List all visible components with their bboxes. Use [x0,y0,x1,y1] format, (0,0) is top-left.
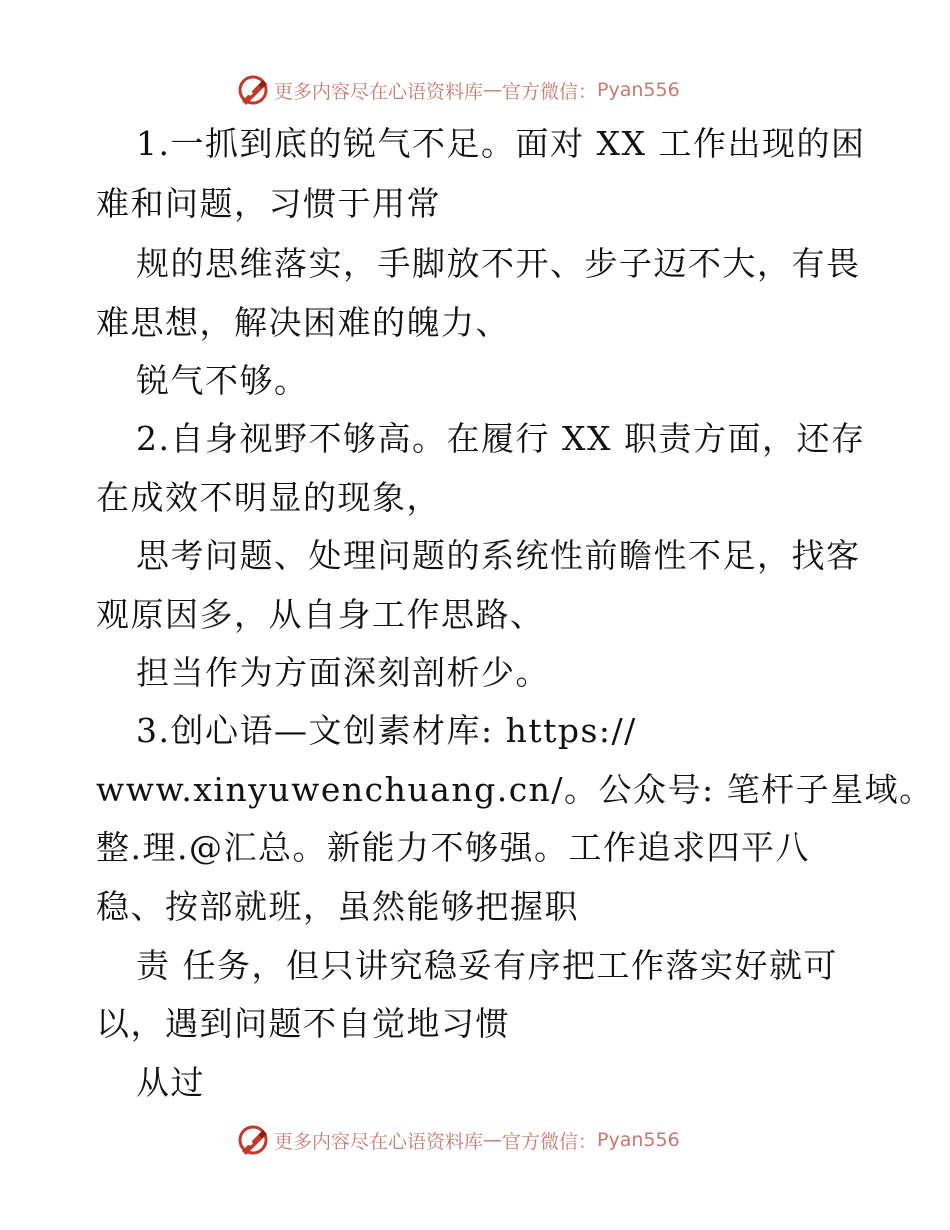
pen-logo-icon [236,1123,270,1157]
watermark-separator: — [483,1129,503,1151]
watermark-label: 官方微信： [502,1130,598,1153]
footer-watermark [236,1122,680,1158]
text-line: 担当作为方面深刻剖析少。 [136,653,550,692]
text-line: 1.一抓到底的锐气不足。面对 XX 工作出现的困 [136,124,866,163]
watermark-account: Pyan556 [597,79,680,101]
text-line: 难思想，解决困难的魄力、 [96,303,510,342]
text-line: 难和问题，习惯于用常 [96,184,441,223]
text-line: 稳、按部就班，虽然能够把握职 [96,887,579,926]
text-line: 以，遇到问题不自觉地习惯 [96,1004,510,1043]
text-line: 从过 [136,1063,205,1102]
text-line: 在成效不明显的现象， [96,478,441,517]
watermark-text: 更多内容尽在心语资料库 [274,80,484,103]
pen-logo-icon [236,73,270,107]
text-line: 锐气不够。 [136,361,309,400]
text-line: 规的思维落实，手脚放不开、步子迈不大，有畏 [136,244,861,283]
watermark-text: 更多内容尽在心语资料库 [274,1130,484,1153]
text-line: 3.创心语—文创素材库: https:// [136,711,637,750]
text-line: 整.理.@汇总。新能力不够强。工作追求四平八 [96,828,810,867]
header-watermark [236,72,680,108]
text-line: 观原因多，从自身工作思路、 [96,595,545,634]
text-line: 责 任务，但只讲究稳妥有序把工作落实好就可 [136,946,838,985]
watermark-label: 官方微信： [502,80,598,103]
text-line: 2.自身视野不够高。在履行 XX 职责方面，还存 [136,419,866,458]
text-line: www.xinyuwenchuang.cn/。公众号: 笔杆子星域。 [96,770,934,809]
watermark-account: Pyan556 [597,1129,680,1151]
watermark-separator: — [483,79,503,101]
text-line: 思考问题、处理问题的系统性前瞻性不足，找客 [136,536,861,575]
